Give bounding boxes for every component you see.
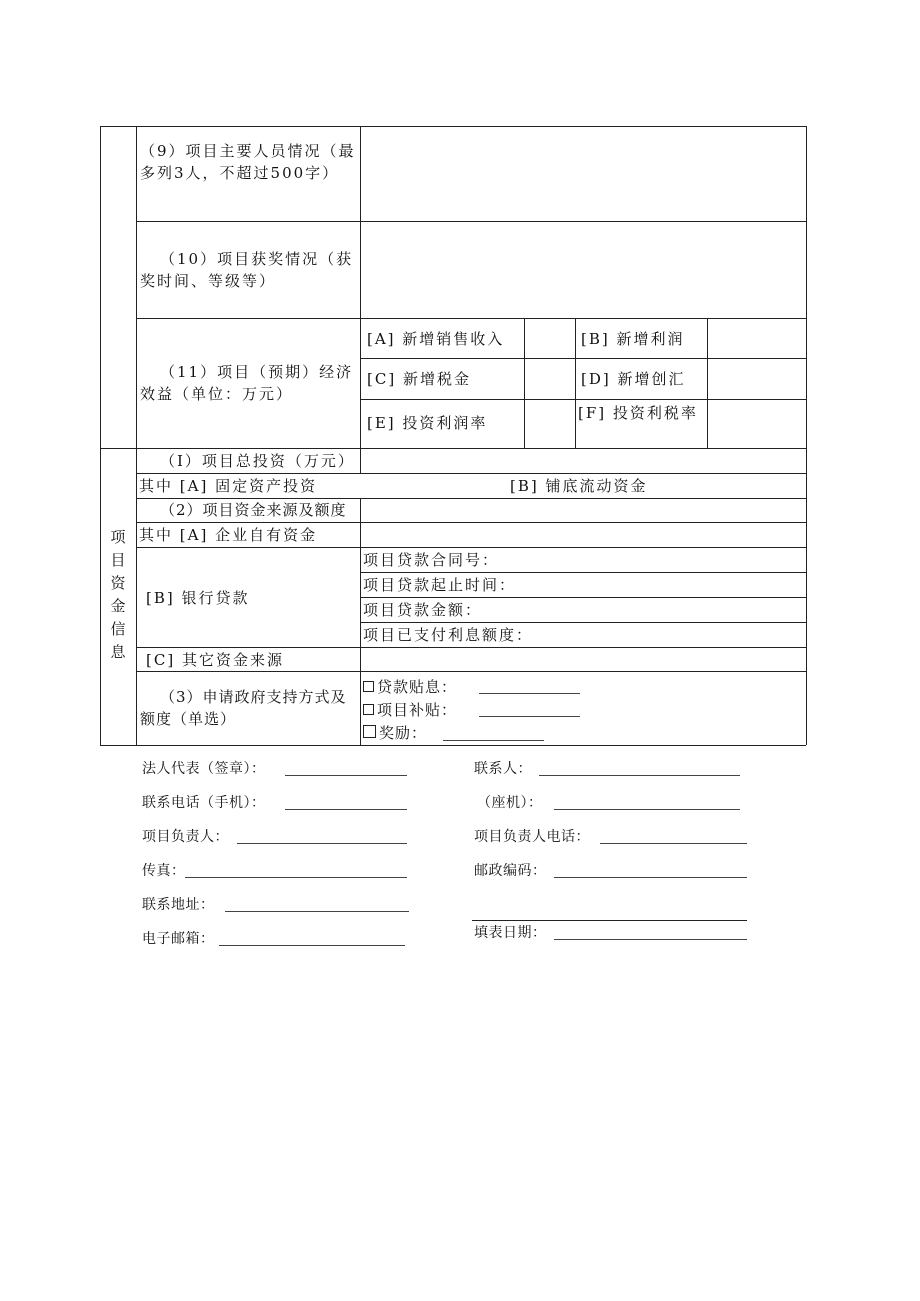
- underline: [443, 740, 544, 741]
- benefit-item-label: [C] 新增税金: [367, 370, 471, 388]
- loan-period-field[interactable]: 项目贷款起止时间：: [363, 576, 517, 594]
- row-divider: [136, 473, 806, 474]
- project-lead-input[interactable]: [237, 843, 407, 844]
- benefit-item-label: [D] 新增创汇: [581, 370, 686, 388]
- funding-sources-label: （2）项目资金来源及额度: [160, 501, 347, 519]
- legal-rep-input[interactable]: [285, 775, 407, 776]
- other-sources-label: [C] 其它资金来源: [146, 651, 284, 669]
- benefit-column-border: [524, 318, 525, 448]
- support-option-reward[interactable]: 奖励：: [363, 722, 427, 744]
- row11-label: （11）项目（预期）经济效益（单位：万元）: [140, 363, 354, 403]
- postcode-input[interactable]: [554, 877, 747, 878]
- row-divider: [360, 358, 806, 359]
- project-lead-phone-label: 项目负责人电话：: [474, 829, 590, 845]
- table-right-border: [806, 126, 807, 745]
- fax-input[interactable]: [185, 877, 407, 878]
- benefit-item-label: [E] 投资利润率: [367, 414, 488, 432]
- benefit-column-border: [707, 318, 708, 448]
- table-bottom-border: [100, 745, 806, 746]
- address-input[interactable]: [225, 911, 409, 912]
- divider-line: [472, 920, 747, 921]
- phone-landline-input[interactable]: [554, 809, 740, 810]
- loan-amount-field[interactable]: 项目贷款金额：: [363, 601, 483, 619]
- contact-input[interactable]: [539, 775, 740, 776]
- row10-label: （10）项目获奖情况（获奖时间、等级等）: [140, 250, 354, 290]
- working-capital-label: [B] 铺底流动资金: [510, 477, 648, 495]
- benefit-item-label: [B] 新增利润: [581, 330, 685, 348]
- row9-label: （9）项目主要人员情况（最多列3人，不超过500字）: [140, 142, 356, 182]
- postcode-label: 邮政编码：: [474, 863, 547, 879]
- label-column-border: [360, 498, 361, 745]
- project-lead-phone-input[interactable]: [600, 843, 747, 844]
- row-divider: [360, 399, 806, 400]
- gov-support-label: （3）申请政府支持方式及额度（单选）: [140, 688, 347, 728]
- row-divider: [136, 221, 806, 222]
- row-divider: [136, 547, 806, 548]
- self-funds-label: 其中 [A] 企业自有资金: [139, 526, 318, 544]
- benefit-item-label: [A] 新增销售收入: [367, 330, 505, 348]
- checkbox[interactable]: [363, 681, 374, 692]
- funding-side-label: 项目资金信息: [110, 528, 126, 661]
- legal-rep-label: 法人代表（签章）：: [142, 761, 266, 777]
- checkbox[interactable]: [363, 725, 376, 738]
- loan-interest-field[interactable]: 项目已支付利息额度：: [363, 626, 534, 644]
- section-divider: [100, 448, 806, 449]
- support-option-loan-interest[interactable]: 贷款贴息：: [363, 676, 457, 698]
- label-column-border: [360, 126, 361, 473]
- row-divider: [136, 647, 806, 648]
- phone-mobile-input[interactable]: [285, 809, 407, 810]
- fill-date-input[interactable]: [554, 939, 747, 940]
- contact-label: 联系人：: [474, 761, 532, 777]
- underline: [479, 693, 580, 694]
- fill-date-label: 填表日期：: [474, 925, 547, 941]
- side-column-border: [136, 126, 137, 745]
- address-label: 联系地址：: [142, 897, 215, 913]
- fixed-assets-label: 其中 [A] 固定资产投资: [139, 477, 318, 495]
- email-input[interactable]: [219, 945, 405, 946]
- phone-landline-label: （座机）：: [477, 795, 543, 811]
- support-option-subsidy[interactable]: 项目补贴：: [363, 699, 457, 721]
- fax-label: 传真：: [142, 863, 186, 879]
- loan-contract-field[interactable]: 项目贷款合同号：: [363, 551, 500, 569]
- total-investment-label: （I）项目总投资（万元）: [160, 452, 355, 470]
- row-divider: [360, 597, 806, 598]
- phone-mobile-label: 联系电话（手机）：: [142, 795, 266, 811]
- underline: [479, 716, 580, 717]
- email-label: 电子邮箱：: [142, 931, 215, 947]
- benefit-column-border: [575, 318, 576, 448]
- table-left-border: [100, 126, 101, 745]
- row-divider: [360, 572, 806, 573]
- row-divider: [360, 622, 806, 623]
- checkbox[interactable]: [363, 704, 374, 715]
- row-divider: [136, 671, 806, 672]
- project-lead-label: 项目负责人：: [142, 829, 229, 845]
- bank-loan-label: [B] 银行贷款: [146, 589, 250, 607]
- row-divider: [136, 318, 806, 319]
- benefit-item-label: [F] 投资利税率: [578, 404, 698, 422]
- table-top-border: [100, 126, 806, 127]
- row-divider: [136, 522, 806, 523]
